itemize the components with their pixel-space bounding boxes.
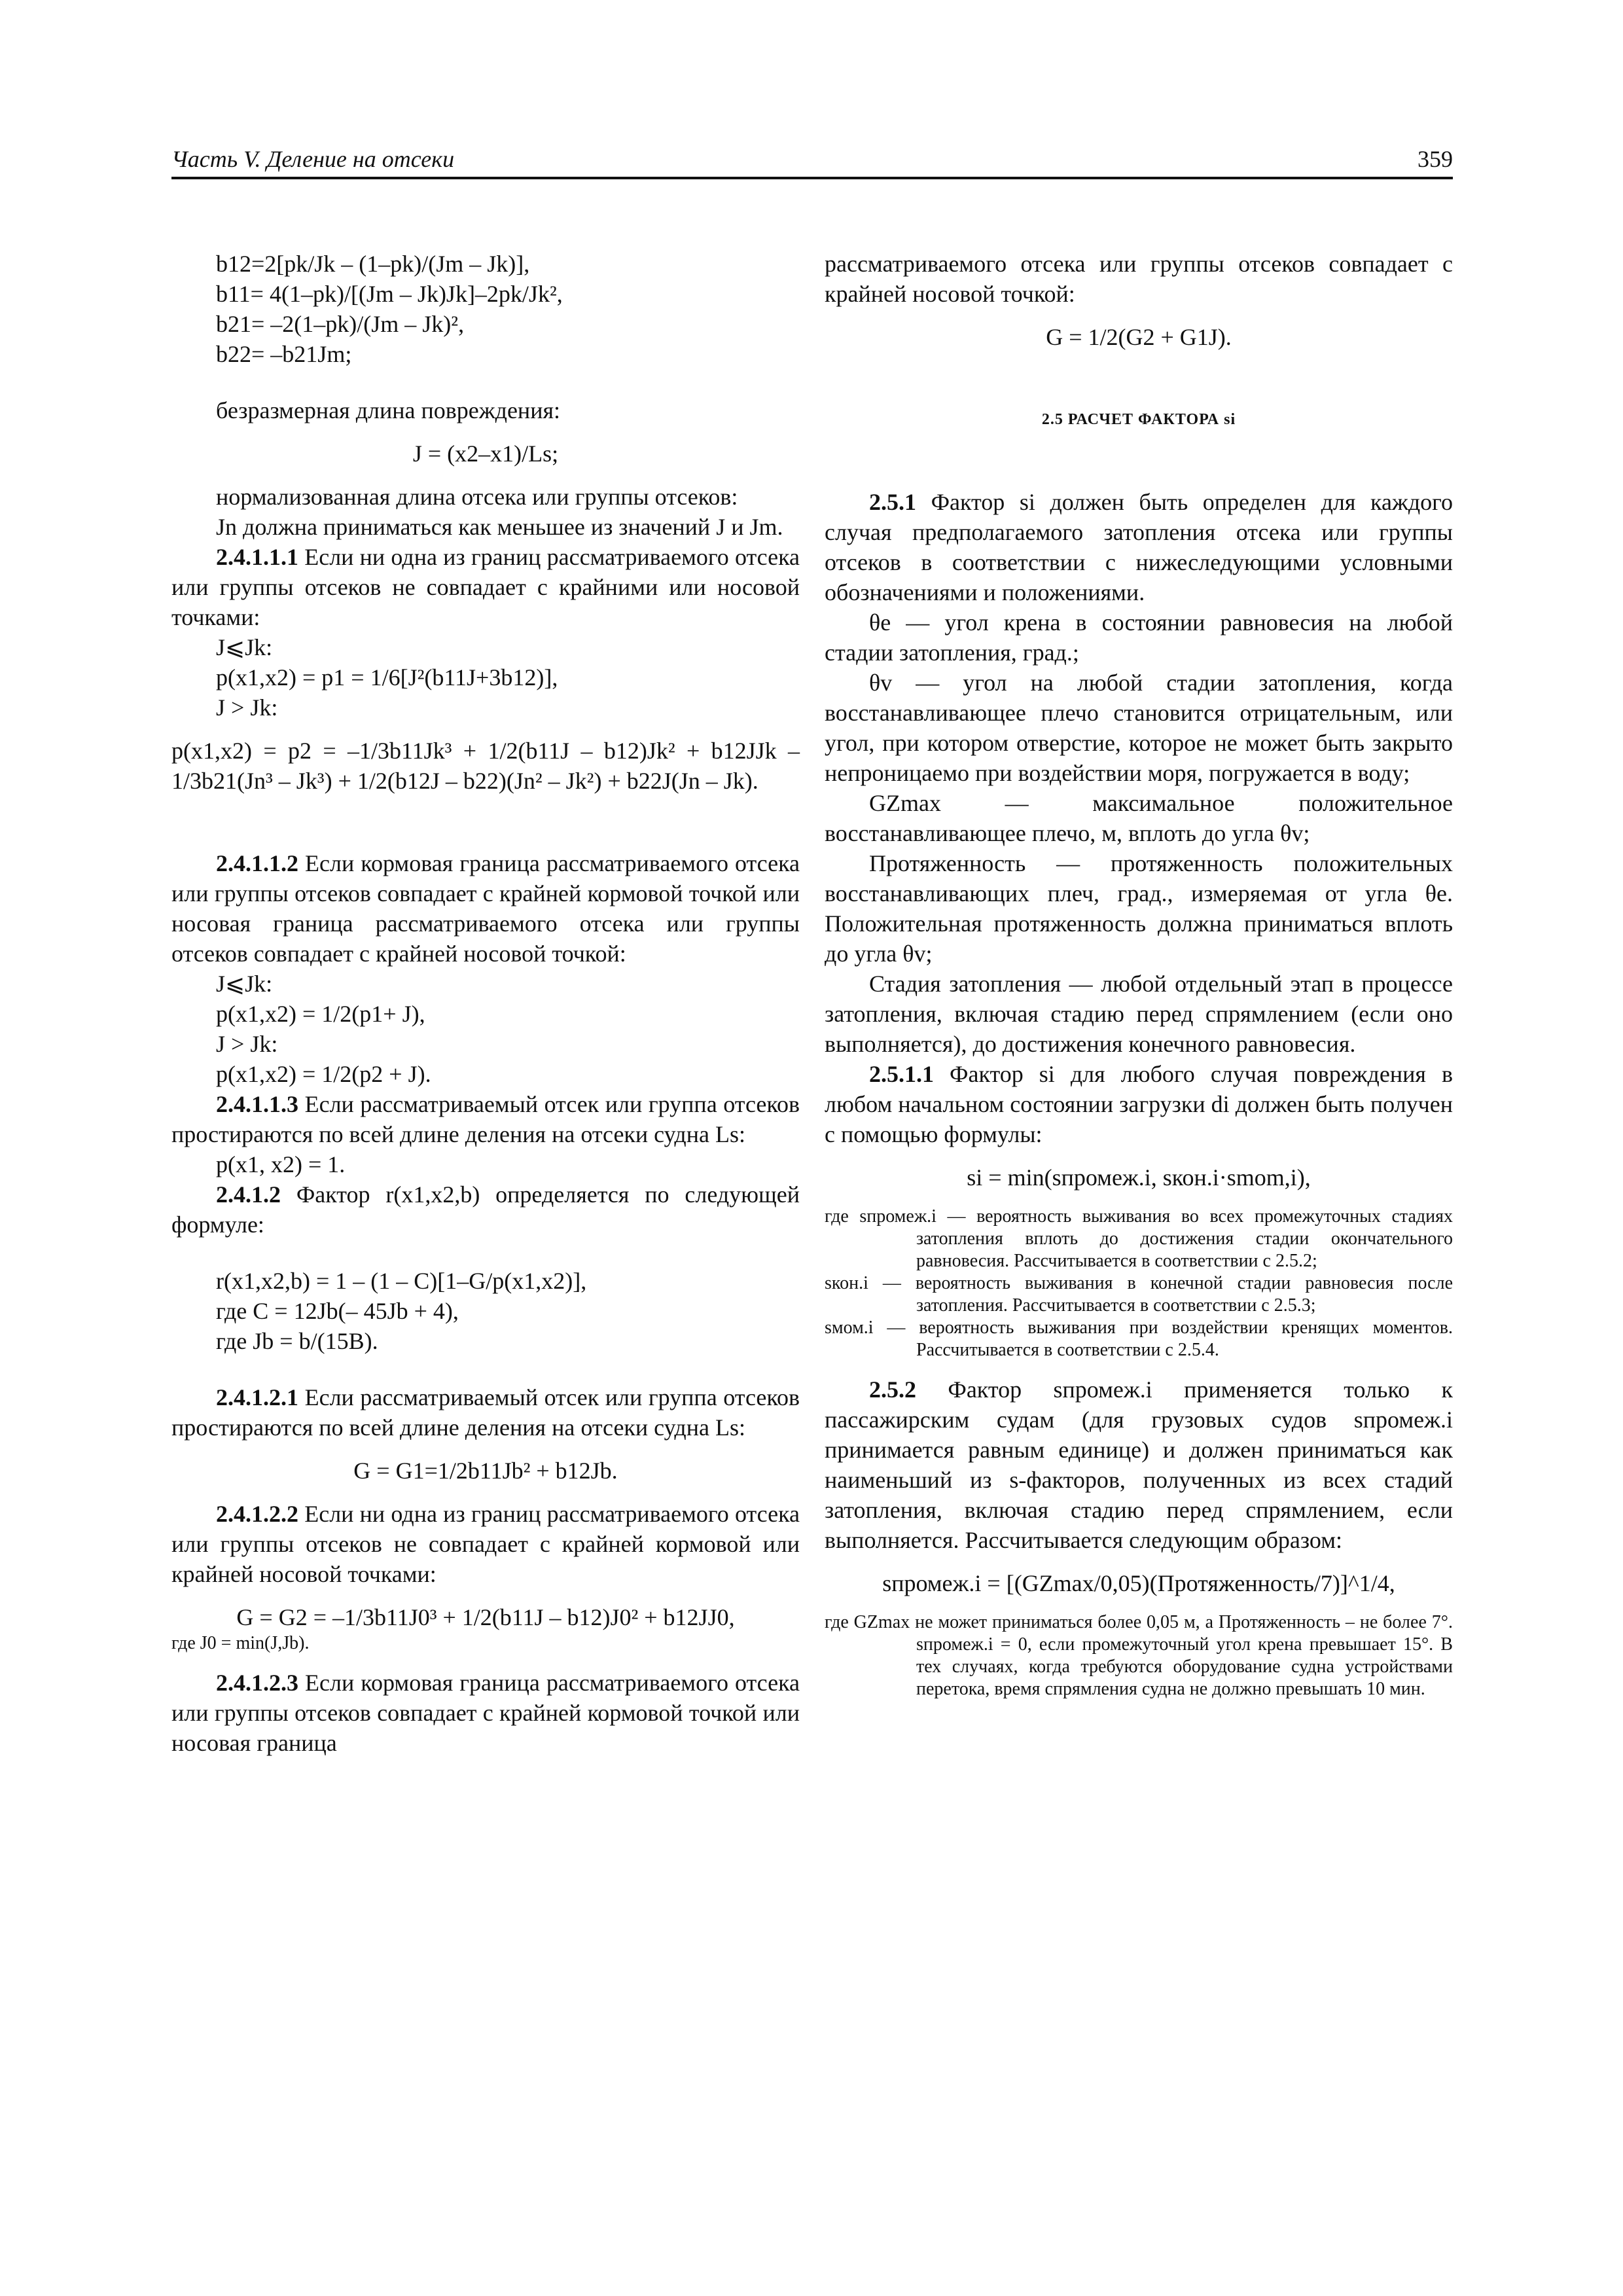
condition-2: J > Jk: <box>216 694 278 721</box>
para-text: Если ни одна из границ рассматриваемого отсека или группы отсеков не совпадает с крайней кормовой или крайней носовой точками: <box>171 1501 800 1587</box>
section-number: 2.5.1.1 <box>869 1061 934 1087</box>
condition-d1: J⩽Jk: <box>216 971 273 997</box>
left-column <box>171 249 800 1758</box>
para-text: Если ни одна из границ рассматриваемого отсека или группы отсеков не совпадает с крайними или носовой точками: <box>171 544 800 630</box>
right-column <box>825 249 1453 1700</box>
para-2-5-1 <box>825 487 1453 607</box>
section-number: 2.5.2 <box>869 1376 916 1403</box>
r-formula-2: где C = 12Jb(– 45Jb + 4), <box>216 1298 459 1324</box>
page-header <box>171 145 1453 177</box>
section-number: 2.4.1.2.2 <box>216 1501 298 1527</box>
para-2-4-1-1-1 <box>171 542 800 632</box>
continued-text: рассматриваемого отсека или группы отсеков совпадает с крайней носовой точкой: <box>825 251 1453 307</box>
para-2-4-1-1-3 <box>171 1089 800 1149</box>
para-2-4-1-1-3-formula: p(x1, x2) = 1. <box>216 1151 346 1177</box>
g-formula: G = 1/2(G2 + G1J). <box>1046 324 1232 350</box>
condition-d1-formula: p(x1,x2) = 1/2(p1+ J), <box>216 1001 425 1027</box>
condition-1-formula: p(x1,x2) = p1 = 1/6[J²(b11J+3b12)], <box>216 664 558 691</box>
g2-note: где J0 = min(J,Jb). <box>171 1633 310 1653</box>
section-number: 2.4.1.2.1 <box>216 1384 298 1410</box>
normalized-length-label: нормализованная длина отсека или группы отсеков: <box>216 484 738 510</box>
section-number: 2.4.1.1.3 <box>216 1091 298 1117</box>
para-text: Если кормовая граница рассматриваемого отсека или группы отсеков совпадает с крайней кормовой точкой или носовая граница <box>171 1670 800 1756</box>
g1-formula: G = G1=1/2b11Jb² + b12Jb. <box>353 1458 618 1484</box>
note-smom: sмом.i — вероятность выживания при воздействии кренящих моментов. Рассчитывается в соответствии с 2.5.4. <box>825 1318 1453 1360</box>
para-text: Фактор r(x1,x2,b) определяется по следующей формуле: <box>171 1181 800 1238</box>
formula-b11: b11= 4(1–pk)/[(Jm – Jk)Jk]–2pk/Jk², <box>216 281 563 307</box>
header-rule <box>171 177 1453 179</box>
definition-range: Протяженность — протяженность положительных восстанавливающих плеч, град., измеряемая от угла θe. Положительная протяженность должна приниматься вплоть до угла θv; <box>825 850 1453 967</box>
dimensionless-length-label: безразмерная длина повреждения: <box>216 397 561 423</box>
section-number: 2.4.1.2 <box>216 1181 281 1208</box>
para-2-4-1-2-3 <box>171 1668 800 1758</box>
para-text: Фактор si для любого случая повреждения в любом начальном состоянии загрузки di должен быть получен с помощью формулы: <box>825 1061 1453 1147</box>
section-number: 2.4.1.1.2 <box>216 850 298 876</box>
para-text: Фактор sпромеж.i применяется только к пассажирским судам (для грузовых судов sпромеж.i принимается равным единице) и должен приниматься как наименьший из s-факторов, полученных из всех стадий затопления, включая стадию перед спрямлением, если выполняется. Рассчитывается следующим образом: <box>825 1376 1453 1553</box>
note-skon: sкон.i — вероятность выживания в конечной стадии равновесия после затопления. Рассчитывается в соответствии с 2.5.3; <box>825 1273 1453 1316</box>
para-2-4-1-2 <box>171 1179 800 1240</box>
definition-stage: Стадия затопления — любой отдельный этап в процессе затопления, включая стадию перед спрямлением (если оно выполняется), до достижения конечного равновесия. <box>825 971 1453 1057</box>
page-number: 359 <box>1418 146 1453 172</box>
para-text: Если кормовая граница рассматриваемого отсека или группы отсеков совпадает с крайней кормовой точкой или носовая граница рассматриваемого отсека или группы отсеков совпадает с крайней носовой точкой: <box>171 850 800 967</box>
formula-b22: b22= –b21Jm; <box>216 341 352 367</box>
para-text: Если рассматриваемый отсек или группа отсеков простираются по всей длине деления на отсеки судна Ls: <box>171 1384 800 1441</box>
para-2-4-1-2-2 <box>171 1499 800 1589</box>
condition-1: J⩽Jk: <box>216 634 273 660</box>
condition-d2: J > Jk: <box>216 1031 278 1057</box>
r-formula-1: r(x1,x2,b) = 1 – (1 – C)[1–G/p(x1,x2)], <box>216 1268 587 1294</box>
condition-d2-formula: p(x1,x2) = 1/2(p2 + J). <box>216 1061 431 1087</box>
definition-gzmax: GZmax — максимальное положительное восстанавливающее плечо, м, вплоть до угла θv; <box>825 790 1453 846</box>
definition-theta-e: θe — угол крена в состоянии равновесия на любой стадии затопления, град.; <box>825 609 1453 666</box>
sprom-formula: sпромеж.i = [(GZmax/0,05)(Протяженность/7)]^1/4, <box>882 1570 1395 1596</box>
running-title: Часть V. Деление на отсеки <box>171 146 455 172</box>
para-text: Если рассматриваемый отсек или группа отсеков простираются по всей длине деления на отсеки судна Ls: <box>171 1091 800 1147</box>
r-formula-3: где Jb = b/(15B). <box>216 1328 378 1354</box>
definition-theta-v: θv — угол на любой стадии затопления, когда восстанавливающее плечо становится отрицательным, или угол, при котором отверстие, которое не может быть закрыто непроницаемо при воздействии моря, погружается в воду; <box>825 670 1453 786</box>
p2-formula: p(x1,x2) = p2 = –1/3b11Jk³ + 1/2(b11J – b12)Jk² + b12JJk – 1/3b21(Jn³ – Jk³) + 1/2(b12J – b22)(Jn² – Jk²) + b22J(Jn – Jk). <box>171 738 800 794</box>
g2-formula: G = G2 = –1/3b11J0³ + 1/2(b11J – b12)J0² + b12JJ0, <box>236 1604 735 1630</box>
para-2-5-2 <box>825 1374 1453 1555</box>
para-2-4-1-2-1 <box>171 1382 800 1443</box>
section-number: 2.5.1 <box>869 489 916 515</box>
section-title: 2.5 РАСЧЕТ ФАКТОРА si <box>1041 411 1236 428</box>
section-number: 2.4.1.1.1 <box>216 544 298 570</box>
section-number: 2.4.1.2.3 <box>216 1670 298 1696</box>
final-note: где GZmax не может приниматься более 0,05 м, а Протяженность – не более 7°. sпромеж.i = 0, если промежуточный угол крена превышает 15°. В тех случаях, когда требуются оборудование судна устройствами перетока, время спрямления судна не должно превышать 10 мин. <box>825 1612 1453 1699</box>
si-formula: si = min(sпромеж.i, sкон.i·smom,i), <box>967 1164 1311 1191</box>
formula-b12: b12=2[pk/Jk – (1–pk)/(Jm – Jk)], <box>216 251 530 277</box>
jn-text: Jn должна приниматься как меньшее из значений J и Jm. <box>216 514 783 540</box>
para-2-4-1-1-2 <box>171 848 800 969</box>
para-text: Фактор si должен быть определен для каждого случая предполагаемого затопления отсека или группы отсеков в соответствии с нижеследующими условными обозначениями и положениями. <box>825 489 1454 605</box>
para-2-5-1-1 <box>825 1059 1453 1149</box>
dimensionless-length-formula: J = (x2–x1)/Ls; <box>412 440 559 467</box>
note-sprom: где sпромеж.i — вероятность выживания во всех промежуточных стадиях затопления вплоть до достижения стадии окончательного равновесия. Рассчитывается в соответствии с 2.5.2; <box>825 1206 1453 1271</box>
formula-b21: b21= –2(1–pk)/(Jm – Jk)², <box>216 311 465 337</box>
